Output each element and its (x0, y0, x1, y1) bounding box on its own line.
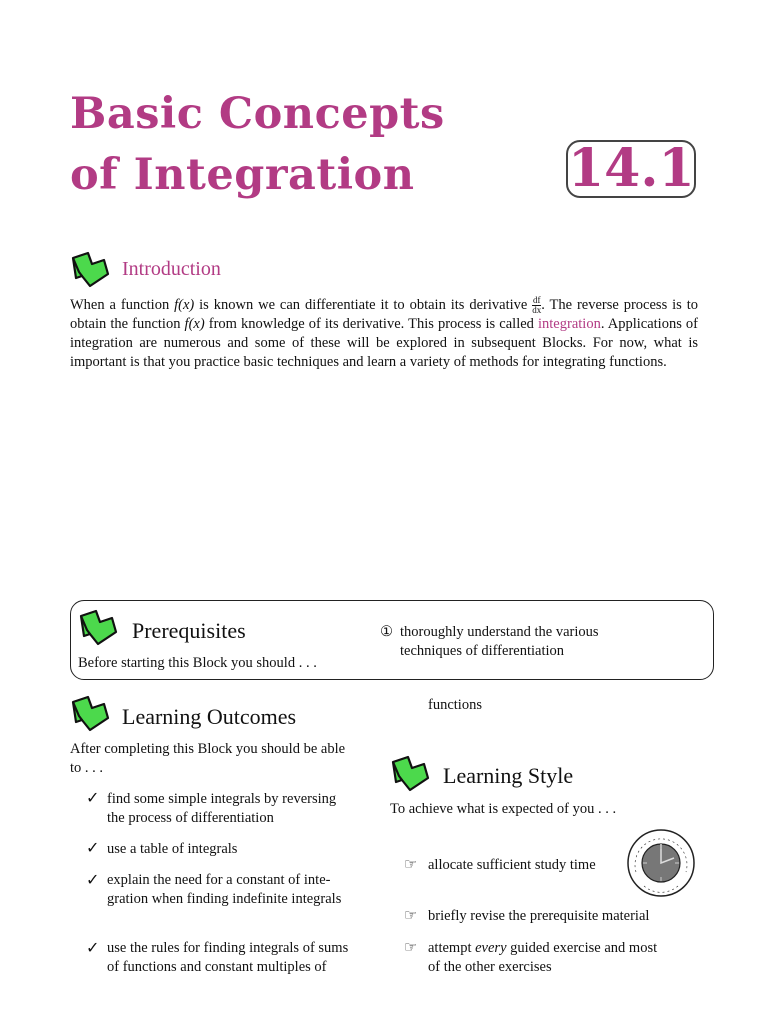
learning-outcomes-heading: Learning Outcomes (122, 704, 297, 729)
green-arrow-icon (70, 250, 110, 290)
intro-text: When a function (70, 297, 175, 313)
integration-term: integration (538, 316, 601, 333)
outcome-item (107, 840, 377, 859)
check-icon: ✓ (86, 788, 100, 807)
fraction-denominator: dx (532, 305, 542, 316)
outcome-line: find some simple integrals by reversing (107, 791, 337, 807)
outcome-line: the process of differentiation (107, 810, 274, 826)
math-fx: f(x) (174, 297, 195, 313)
learning-style-heading: Learning Style (443, 763, 574, 788)
style-item-line (428, 939, 700, 958)
outcome-item (107, 871, 377, 909)
check-icon: ✓ (86, 938, 100, 957)
prerequisite-item-line2: techniques of differentiation (400, 643, 565, 659)
prerequisite-overflow-text: functions (428, 697, 482, 713)
block-number-badge: 14.1 (568, 138, 695, 199)
fraction-numerator: df (532, 295, 541, 306)
math-fx: f(x) (184, 316, 205, 333)
learning-outcomes-lead-line2: to . . . (70, 760, 104, 776)
check-icon: ✓ (86, 838, 100, 857)
prerequisites-lead: Before starting this Block you should . . . (78, 655, 317, 671)
learning-outcomes-lead-line1: After completing this Block you should be able (70, 741, 346, 757)
page-title-line1: Basic Concepts (70, 89, 445, 139)
green-arrow-icon (78, 608, 118, 648)
derivative-fraction (532, 296, 541, 315)
introduction-heading: Introduction (122, 258, 221, 280)
style-text: attempt (428, 940, 476, 956)
style-item-line: of the other exercises (428, 959, 552, 975)
outcome-line: use the rules for finding integrals of sums (107, 940, 349, 956)
outcome-line: gration when finding indefinite integrals (107, 891, 342, 907)
check-icon: ✓ (86, 870, 100, 889)
independent-study-seal-icon (626, 828, 696, 898)
page-title (70, 84, 445, 206)
page-title-line2: of Integration (70, 150, 415, 200)
pointing-hand-icon: ☞ (404, 855, 418, 873)
green-arrow-icon (70, 694, 110, 734)
outcome-item (107, 790, 377, 828)
style-item (428, 939, 700, 977)
introduction-paragraph (70, 296, 698, 372)
style-item: briefly revise the prerequisite material (428, 908, 650, 924)
intro-text: from knowledge of its derivative. This process is called (204, 316, 538, 333)
outcome-line: explain the need for a constant of inte- (107, 872, 331, 888)
outcome-item (107, 939, 377, 977)
intro-text: . Applications of integration are numerous and some of these will be explored in subsequent Blocks. For now, what is important is that you practice basic techniques and learn a variety of methods for integrating functions. (70, 316, 699, 371)
outcome-line: of functions and constant multiples of (107, 959, 327, 975)
pointing-hand-icon: ☞ (404, 938, 418, 956)
intro-text: is known we can differentiate it to obtain its derivative (194, 297, 533, 313)
prerequisites-heading: Prerequisites (132, 618, 246, 643)
pointing-hand-icon: ☞ (404, 906, 418, 924)
prerequisite-marker: ① (380, 624, 393, 640)
prerequisite-item-line1: thoroughly understand the various (400, 624, 599, 640)
outcome-line: use a table of integrals (107, 841, 238, 857)
intro-text: . The reverse process is to obtain the function (70, 297, 698, 333)
green-arrow-icon (390, 754, 430, 794)
style-item: allocate sufficient study time (428, 857, 596, 873)
learning-style-lead: To achieve what is expected of you . . . (390, 801, 617, 817)
emphasis-text: every (475, 940, 507, 956)
style-text: guided exercise and most (506, 940, 658, 956)
